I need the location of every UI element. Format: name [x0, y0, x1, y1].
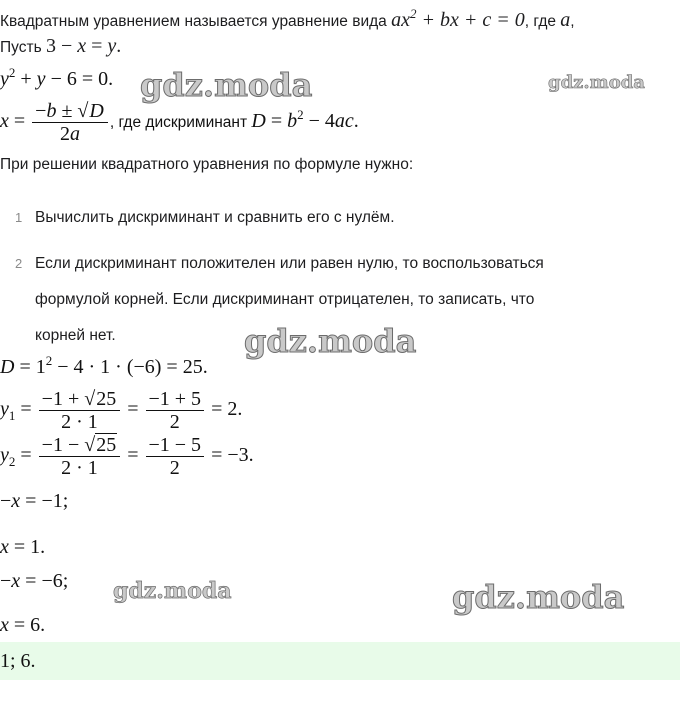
quadratic-formula-line: x = $\frac{-b \pm √D}{2a}$ , где дискриминант $D = b^2 - 4ac$.: [0, 100, 359, 144]
list-item-cont: формулой корней. Если дискриминант отрицателен, то записать, что: [35, 291, 535, 308]
instruction-line: При решении квадратного уравнения по формуле нужно:: [0, 156, 414, 173]
watermark-logo: gdz.moda: [244, 322, 417, 360]
discriminant-text: , где дискриминант: [109, 114, 252, 132]
coef-a: a: [560, 9, 571, 31]
root-y1: $y_1$ = $\frac{-1 + √25}{2 \cdot 1}$ = $\frac{-1 + 5}{2}$ = 2.: [0, 388, 243, 433]
answer-text: 1; 6.: [0, 650, 36, 672]
watermark-logo: gdz.moda: [452, 578, 625, 616]
definition-tail: , где: [524, 13, 561, 30]
definition-text: Квадратным уравнением называется уравнение вида: [0, 13, 392, 30]
watermark-logo: gdz.moda: [140, 66, 313, 104]
list-text: Вычислить дискриминант и сравнить его с нулём.: [35, 209, 395, 226]
list-item: [15, 208, 395, 228]
root-y2: $y_2$ = $\frac{-1 - √25}{2 \cdot 1}$ = $\frac{-1 - 5}{2}$ = −3.: [0, 434, 254, 479]
substitution-text: Пусть: [0, 39, 46, 56]
answer-box: [0, 642, 680, 680]
eq-neg-x-6: −x = −6;: [0, 570, 69, 592]
list-item-cont: корней нет.: [35, 327, 116, 344]
eq-x-1: x = 1.: [0, 536, 46, 558]
definition-line: Квадратным уравнением называется уравнение вида $ax^2$ + bx + c = 0, где a,: [0, 6, 575, 31]
quadratic-formula: $\frac{-b \pm √D}{2a}$: [32, 100, 108, 144]
eq-neg-x-1: −x = −1;: [0, 490, 69, 512]
equation-y: $y^2 + y - 6 = 0$.: [0, 65, 114, 90]
discriminant-calc: $D = 1^2 - 4 \cdot 1 \cdot (-6) = 25$.: [0, 353, 208, 378]
watermark-logo: gdz.moda: [113, 578, 232, 604]
watermark-logo: gdz.moda: [548, 72, 645, 93]
list-number: 2: [15, 256, 23, 271]
substitution-formula: 3 − x = y.: [45, 35, 122, 57]
list-item: [15, 254, 544, 274]
equation-general: $ax^2$ + bx + c = 0: [391, 6, 525, 31]
substitution-line: [0, 36, 121, 58]
list-number: 1: [15, 210, 23, 225]
list-text: Если дискриминант положителен или равен нулю, то воспользоваться: [35, 255, 544, 272]
eq-x-6: x = 6.: [0, 614, 46, 636]
